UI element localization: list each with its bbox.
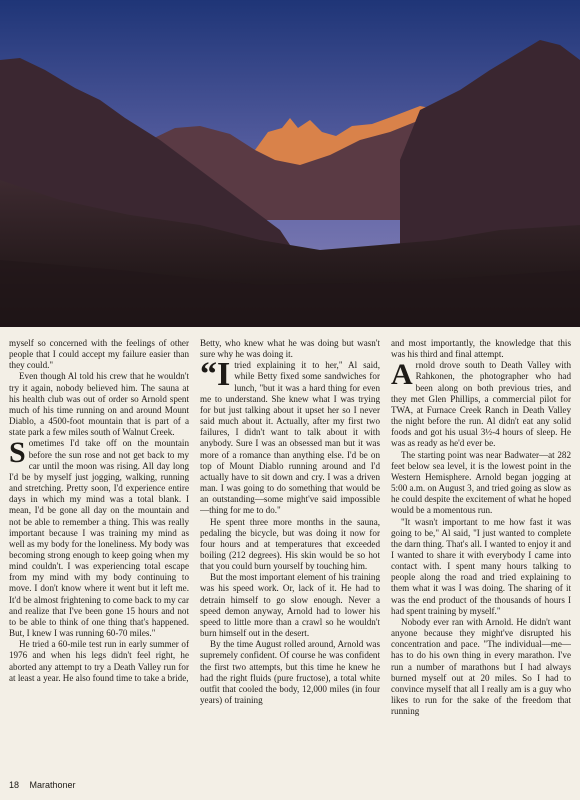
magazine-name: Marathoner xyxy=(29,780,76,790)
paragraph: "It wasn't important to me how fast it was going to be," Al said, "I just wanted to complete the darn thing. That's all. I wanted to enjoy it and I wanted to share it with everybody I came into contact with. I spent many hours talking to people along the road and tried explaining to them what it was I was doing. The sharing of it was the end product of the thousands of hours I had spent training by myself." xyxy=(391,516,571,616)
paragraph: myself so concerned with the feelings of other people that I could accept my failure easier than they could." xyxy=(9,338,189,371)
paragraph: Nobody ever ran with Arnold. He didn't want anyone because they might've disrupted his concentration and pace. "The individual—me—has to do his own thing in every marathon. I've run a number of marathons but I had always burned myself out at 20 miles. So I had to convince myself that all I really am is a guy who likes to run for the sake of the freedom that running xyxy=(391,616,571,717)
page-number: 18 xyxy=(9,780,20,790)
paragraph: But the most important element of his training was his speed work. Or, lack of it. He had to detrain himself to go slow enough. Never a speed demon anyway, Arnold had to lower his speed to little more than a crawl so he wouldn't burn himself out in the desert. xyxy=(200,572,380,639)
article-body xyxy=(9,338,571,778)
paragraph: Betty, who knew what he was doing but wasn't sure why he was doing it. xyxy=(200,338,380,360)
page-footer xyxy=(9,780,84,790)
column-2 xyxy=(200,338,380,778)
drop-cap: A xyxy=(391,358,413,392)
paragraph: He tried a 60-mile test run in early summer of 1976 and when his legs didn't feel right, he aborted any attempt to try a Death Valley run for at least a year. He also found time to take a bride, xyxy=(9,639,189,683)
drop-cap: S xyxy=(9,436,26,470)
paragraph: The starting point was near Badwater—at 282 feet below sea level, it is the lowest point in the Western Hemisphere. Arnold began jogging at 5:00 a.m. on August 3, and tried going as slow as he could despite the excitement of what he hoped would be a momentous run. xyxy=(391,449,571,516)
paragraph: Even though Al told his crew that he wouldn't try it again, nobody believed him. The sauna at his health club was out of order so Arnold spent much of his time running on and around Mount Diablo, a 4500-foot mountain that is part of a state park a few miles south of Walnut Creek. xyxy=(9,371,189,438)
column-3 xyxy=(391,338,571,778)
mountain-sunrise-photo xyxy=(0,0,580,327)
paragraph: Sometimes I'd take off on the mountain before the sun rose and not get back to my car until the moon was rising. All day long I'd be by myself just jogging, walking, running and stretching. Pretty soon, I'd experience entire days in which my mind was a total blank. I mean, I'd be gone all day on the mountain and not be able to remember a thing. This was really important because I was training my mind as well as my body for the loneliness. My body was becoming strong enough to keep going when my mind couldn't. I was experiencing total escape from my mind with my body continuing to move. I don't know where it went but it left me. It'd be almost frightening to come back to my car and realize that I've been gone 15 hours and not to be able to think of one thing that's happened. But, I knew I was running 60-70 miles." xyxy=(9,436,189,639)
paragraph: and most importantly, the knowledge that this was his third and final attempt. xyxy=(391,338,571,360)
paragraph: “I tried explaining it to her," Al said, while Betty fixed some sandwiches for lunch, "but it was a hard thing for even me to understand. She knew what I was trying for but just talking about it upset her so I never said much about it. Actually, after my first two failures, I didn't want to talk about it with anybody. Sure I was an obsessed man but it was more of a romance than anything else. I'd be on top of Mount Diablo running around and I'd actually have to sit down and cry. I was a driven man. I was going to do something that would be an outstanding—some might've said impossible—thing for me to do." xyxy=(200,356,380,516)
column-1 xyxy=(9,338,189,778)
paragraph: By the time August rolled around, Arnold was supremely confident. Of course he was confident the first two attempts, but this time he knew he had the right fluids (pure fructose), a total white outfit that cooled the body, 12,000 miles (in four years) of training xyxy=(200,639,380,705)
paragraph: Arnold drove south to Death Valley with Rahkonen, the photographer who had been along on both previous tries, and they met Glen Phillips, a commercial pilot for TWA, at Furnace Creek Ranch in Death Valley the night before the run. Al didn't eat any solid foods and got his usual 3½-4 hours of sleep. He was as ready as he'd ever be. xyxy=(391,358,571,449)
drop-cap: “I xyxy=(200,356,231,394)
paragraph: He spent three more months in the sauna, pedaling the bicycle, but was doing it now for four hours and at temperatures that exceeded boiling (212 degrees). His skin would be so hot that you could burn yourself by touching him. xyxy=(200,516,380,572)
